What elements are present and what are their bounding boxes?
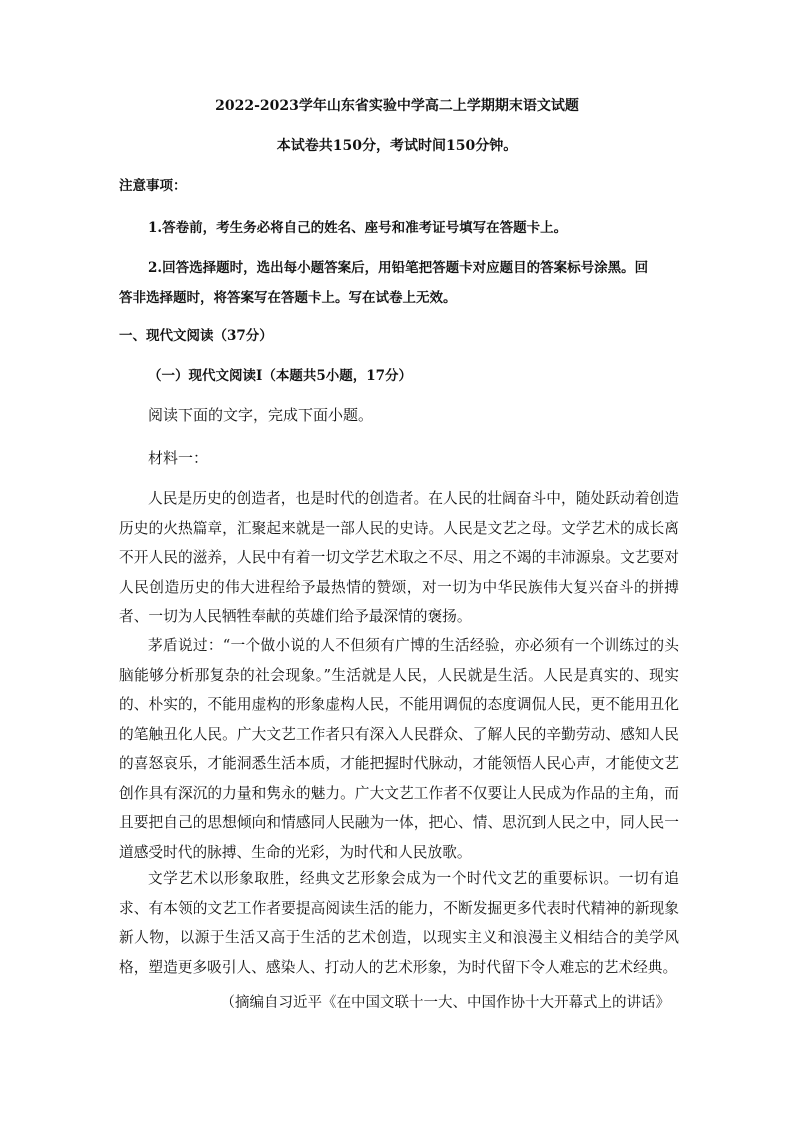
notice-item-2-line-2: 答非选择题时，将答案写在答题卡上。写在试卷上无效。 xyxy=(119,290,457,306)
section-heading: 一、现代文阅读（37分） xyxy=(119,328,273,344)
page-title: 2022-2023学年山东省实验中学高二上学期期末语文试题 xyxy=(215,98,579,114)
subsection-heading: （一）现代文阅读Ⅰ（本题共5小题，17分） xyxy=(148,368,412,384)
reading-instruction: 阅读下面的文字，完成下面小题。 xyxy=(148,406,374,424)
paragraph-3: 文学艺术以形象取胜，经典文艺形象会成为一个时代文艺的重要标识。一切有追求、有本领的文艺工作者要提高阅读生活的能力，不断发掘更多代表时代精神的新现象新人物，以源于生活又高于生活的艺术创造，以现实主义和浪漫主义相结合的美学风格，塑造更多吸引人、感染人、打动人的艺术形象，为时代留下令人难忘的艺术经典。 xyxy=(119,870,679,976)
source-citation: （摘编自习近平《在中国文联十一大、中国作协十大开幕式上的讲话》 xyxy=(220,995,670,1011)
notice-heading: 注意事项： xyxy=(119,178,187,194)
material-label: 材料一： xyxy=(148,449,209,467)
paragraph-2: 茅盾说过：“一个做小说的人不但须有广博的生活经验，亦必须有一个训练过的头脑能够分析那复杂的社会现象。”生活就是人民，人民就是生活。人民是真实的、现实的、朴实的，不能用虚构的形象虚构人民，不能用调侃的态度调侃人民，更不能用丑化的笔触丑化人民。广大文艺工作者只有深入人民群众、了解人民的辛勤劳动、感知人民的喜怒哀乐，才能洞悉生活本质，才能把握时代脉动，才能领悟人民心声，才能使文艺创作具有深沉的力量和隽永的魅力。广大文艺工作者不仅要让人民成为作品的主角，而且要把自己的思想倾向和情感同人民融为一体，把心、情、思沉到人民之中，同人民一道感受时代的脉搏、生命的光彩，为时代和人民放歌。 xyxy=(119,637,679,861)
exam-info: 本试卷共150分，考试时间150分钟。 xyxy=(276,138,518,154)
notice-item-1: 1.答卷前，考生务必将自己的姓名、座号和准考证号填写在答题卡上。 xyxy=(148,220,568,236)
notice-item-2-line-1: 2.回答选择题时，选出每小题答案后，用铅笔把答题卡对应题目的答案标号涂黑。回 xyxy=(148,260,649,276)
paragraph-1: 人民是历史的创造者，也是时代的创造者。在人民的壮阔奋斗中，随处跃动着创造历史的火热篇章，汇聚起来就是一部人民的史诗。人民是文艺之母。文学艺术的成长离不开人民的滋养，人民中有着一切文学艺术取之不尽、用之不竭的丰沛源泉。文艺要对人民创造历史的伟大进程给予最热情的赞颂，对一切为中华民族伟大复兴奋斗的拼搏者、一切为人民牺牲奉献的英雄们给予最深情的褒扬。 xyxy=(119,490,679,625)
